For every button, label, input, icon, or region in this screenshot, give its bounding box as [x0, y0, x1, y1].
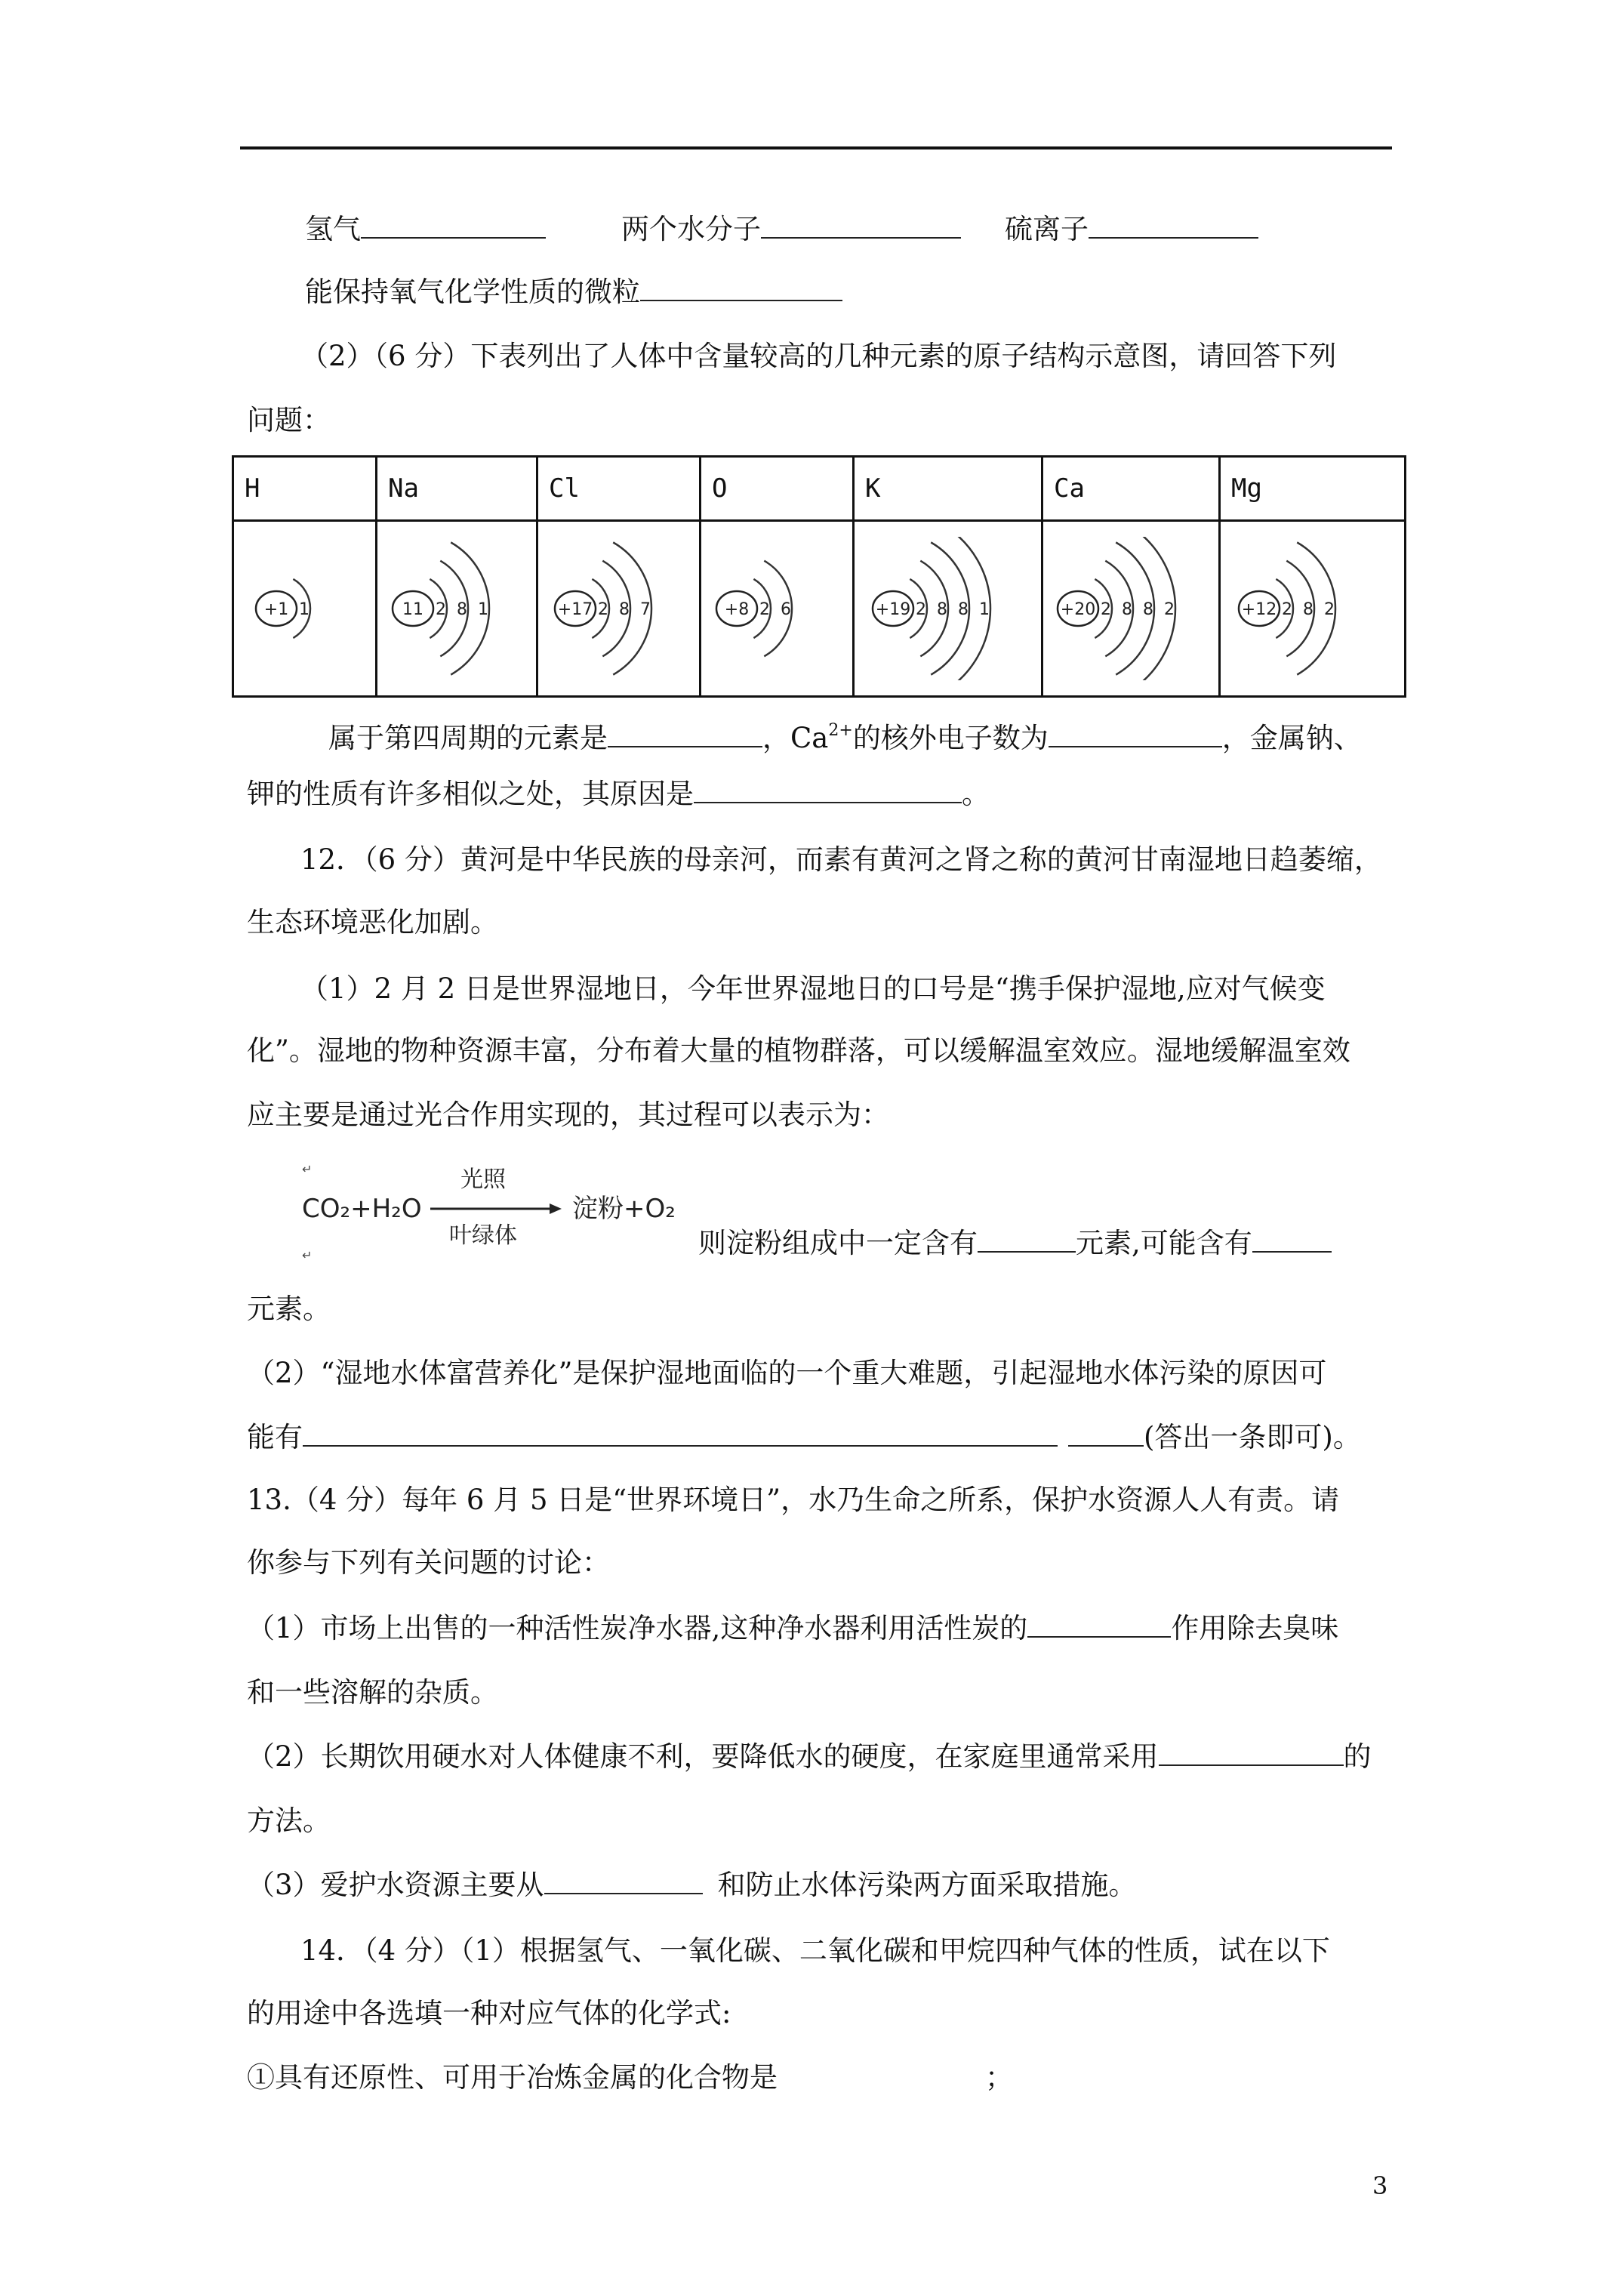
pollution-cause-blank[interactable]: [303, 1422, 1058, 1447]
ca-ion-label: ，Ca: [762, 722, 829, 754]
shell-electron-count: 8: [936, 600, 947, 619]
reducing-gas-end: ；: [985, 2061, 1013, 2094]
symbol-cell-h: H: [233, 457, 377, 521]
svg-text:↵: ↵: [302, 1162, 313, 1176]
nucleus-charge: +19: [875, 600, 910, 619]
hardness-label: （2）长期饮用硬水对人体健康不利，要降低水的硬度，在家庭里通常采用: [247, 1740, 1159, 1773]
pollution-cause-label: 能有: [247, 1421, 303, 1453]
shell-electron-count: 2: [597, 600, 608, 619]
atom-diagram-cell: [377, 521, 537, 697]
shell-electron-count: 8: [1303, 600, 1313, 619]
shell-electron-count: 2: [1324, 600, 1335, 619]
water-protect-label-end: 和防止水体污染两方面采取措施。: [717, 1869, 1137, 1901]
hydrogen-label: 氢气: [305, 213, 361, 245]
oxygen-particle-blank[interactable]: [640, 277, 842, 301]
electron-count-blank[interactable]: [1049, 723, 1222, 747]
q11-part1-line2: [305, 276, 1452, 309]
water-protect-label: （3）爱护水资源主要从: [247, 1869, 544, 1901]
shell-electron-count: 2: [436, 600, 446, 619]
reason-blank[interactable]: [694, 779, 962, 803]
atom-diagram-h: [248, 537, 362, 680]
svg-text:↵: ↵: [302, 1248, 313, 1259]
sulfide-label: 硫离子: [1005, 213, 1089, 245]
atom-diagram-cl: [547, 537, 691, 680]
equation-right: 淀粉+O₂: [572, 1194, 676, 1224]
equation-condition-chlorophyll: 叶绿体: [449, 1222, 517, 1249]
q12-p1-line2: 化”。湿地的物种资源丰富，分布着大量的植物群落，可以缓解温室效应。湿地缓解温室效: [247, 1034, 1350, 1067]
q11-part2-intro-line2: 问题：: [247, 404, 331, 436]
water-protect-blank[interactable]: [544, 1870, 703, 1894]
q12-starch-line: [698, 1227, 1385, 1260]
carbon-label: （1）市场上出售的一种活性炭净水器,这种净水器利用活性炭的: [247, 1612, 1028, 1644]
shell-electron-count: 8: [957, 600, 969, 619]
q14-line1: 14．（4 分）（1）根据氢气、一氧化碳、二氧化碳和甲烷四种气体的性质，试在以下: [300, 1934, 1330, 1967]
shell-electron-count: 8: [1121, 600, 1132, 619]
shell-electron-count: 2: [915, 600, 926, 619]
equation-condition-light: 光照: [460, 1166, 506, 1193]
atom-diagram-cell: [701, 521, 854, 697]
hardness-blank[interactable]: [1159, 1742, 1344, 1766]
q13-p3-line: [247, 1869, 1394, 1902]
shell-electron-count: 1: [478, 600, 488, 619]
fourth-period-blank[interactable]: [608, 723, 762, 747]
q11-part2-intro-line1: （2）（6 分）下表列出了人体中含量较高的几种元素的原子结构示意图，请回答下列: [300, 340, 1337, 372]
carbon-blank[interactable]: [1027, 1613, 1171, 1638]
shell-electron-count: 8: [457, 600, 467, 619]
na-k-label: ，金属钠、: [1221, 722, 1362, 754]
starch-must-label: 则淀粉组成中一定含有: [698, 1227, 978, 1259]
shell-electron-count: 1: [978, 600, 990, 619]
q14-item1: [247, 2061, 1394, 2094]
atom-diagram-cell: [1220, 521, 1406, 697]
reason-label: 钾的性质有许多相似之处，其原因是: [247, 778, 694, 810]
shell-electron-count: 2: [1163, 600, 1175, 619]
atom-diagram-cell: [854, 521, 1042, 697]
two-water-label: 两个水分子: [621, 213, 761, 245]
symbol-cell-ca: Ca: [1042, 457, 1220, 521]
nucleus-charge: +17: [557, 600, 593, 619]
pollution-cause-hint: (答出一条即可)。: [1144, 1421, 1361, 1453]
sulfide-blank[interactable]: [1089, 214, 1258, 239]
header-rule: [240, 146, 1392, 149]
shell-electron-count: 8: [618, 600, 630, 619]
shell-electron-count: 2: [1282, 600, 1292, 619]
hardness-label-end: 的: [1343, 1740, 1372, 1773]
reducing-gas-label: ①具有还原性、可用于冶炼金属的化合物是: [247, 2061, 778, 2094]
nucleus-charge: +12: [1241, 600, 1277, 619]
q13-p2-line2: 方法。: [247, 1804, 331, 1837]
shell-electron-count: 2: [1100, 600, 1111, 619]
carbon-label-end: 作用除去臭味: [1171, 1612, 1339, 1644]
nucleus-charge: +1: [263, 600, 288, 619]
atom-diagram-cell: [537, 521, 701, 697]
symbol-cell-na: Na: [377, 457, 537, 521]
q12-line2: 生态环境恶化加剧。: [247, 906, 498, 938]
atom-structure-table: [232, 455, 1406, 698]
hydrogen-blank[interactable]: [361, 214, 546, 239]
atom-diagram-ca: [1050, 537, 1212, 680]
atom-diagram-mg: [1231, 537, 1394, 680]
nucleus-charge: +8: [724, 600, 750, 619]
oxygen-particle-label: 能保持氧气化学性质的微粒: [305, 276, 640, 308]
shell-electron-count: 7: [639, 600, 651, 619]
nucleus-charge: +20: [1060, 600, 1095, 619]
electron-count-label: 的核外电子数为: [852, 722, 1049, 754]
shell-electron-count: 6: [781, 600, 791, 619]
shell-electron-count: 8: [1142, 600, 1153, 619]
symbol-cell-cl: Cl: [537, 457, 701, 521]
q12-p1-line3: 应主要是通过光合作用实现的，其过程可以表示为：: [247, 1099, 889, 1131]
q13-line2: 你参与下列有关问题的讨论：: [247, 1546, 610, 1579]
starch-must-blank[interactable]: [978, 1228, 1076, 1253]
nucleus-charge: 11: [402, 600, 423, 619]
ca-ion-charge: 2+: [828, 721, 853, 740]
q12-p2-line2: [247, 1421, 1394, 1454]
atom-diagram-cell: [1042, 521, 1220, 697]
q12-p1-line1: （1）2 月 2 日是世界湿地日，今年世界湿地日的口号是“携手保护湿地,应对气候变: [300, 972, 1326, 1005]
q13-p1-line2: 和一些溶解的杂质。: [247, 1676, 498, 1709]
symbol-cell-o: O: [701, 457, 854, 521]
q11-part1-line1: [305, 213, 1452, 246]
atom-diagram-cell: [233, 521, 377, 697]
atom-diagram-na: [385, 537, 528, 680]
pollution-cause-blank-2[interactable]: [1068, 1422, 1144, 1447]
reason-end: 。: [962, 778, 990, 810]
shell-electron-count: 1: [298, 600, 310, 619]
starch-may-blank[interactable]: [1252, 1228, 1332, 1253]
photosynthesis-equation: [300, 1154, 693, 1259]
q11-part2-question-line2: [247, 778, 1394, 811]
equation-left: CO₂+H₂O: [302, 1194, 422, 1224]
atom-diagram-k: [865, 537, 1031, 680]
q12-starch-end: 元素。: [247, 1293, 331, 1325]
q13-p1-line1: [247, 1612, 1394, 1645]
starch-may-label: 元素,可能含有: [1076, 1227, 1252, 1259]
q12-p2-line1: （2）“湿地水体富营养化”是保护湿地面临的一个重大难题，引起湿地水体污染的原因可: [247, 1357, 1327, 1389]
q12-line1: 12．（6 分）黄河是中华民族的母亲河，而素有黄河之肾之称的黄河甘南湿地日趋萎缩，: [300, 843, 1382, 876]
symbol-cell-mg: Mg: [1220, 457, 1406, 521]
page-number: 3: [1372, 2171, 1388, 2200]
shell-electron-count: 2: [759, 600, 770, 619]
q13-line1: 13.（4 分）每年 6 月 5 日是“世界环境日”，水乃生命之所系，保护水资源人人有责。请: [247, 1484, 1340, 1516]
symbol-cell-k: K: [854, 457, 1042, 521]
q11-part2-question-line1: [328, 714, 1476, 755]
q14-line2: 的用途中各选填一种对应气体的化学式:: [247, 1997, 731, 2029]
fourth-period-label: 属于第四周期的元素是: [328, 722, 608, 754]
q13-p2-line1: [247, 1740, 1394, 1774]
two-water-blank[interactable]: [761, 214, 961, 239]
atom-diagram-o: [709, 537, 845, 680]
